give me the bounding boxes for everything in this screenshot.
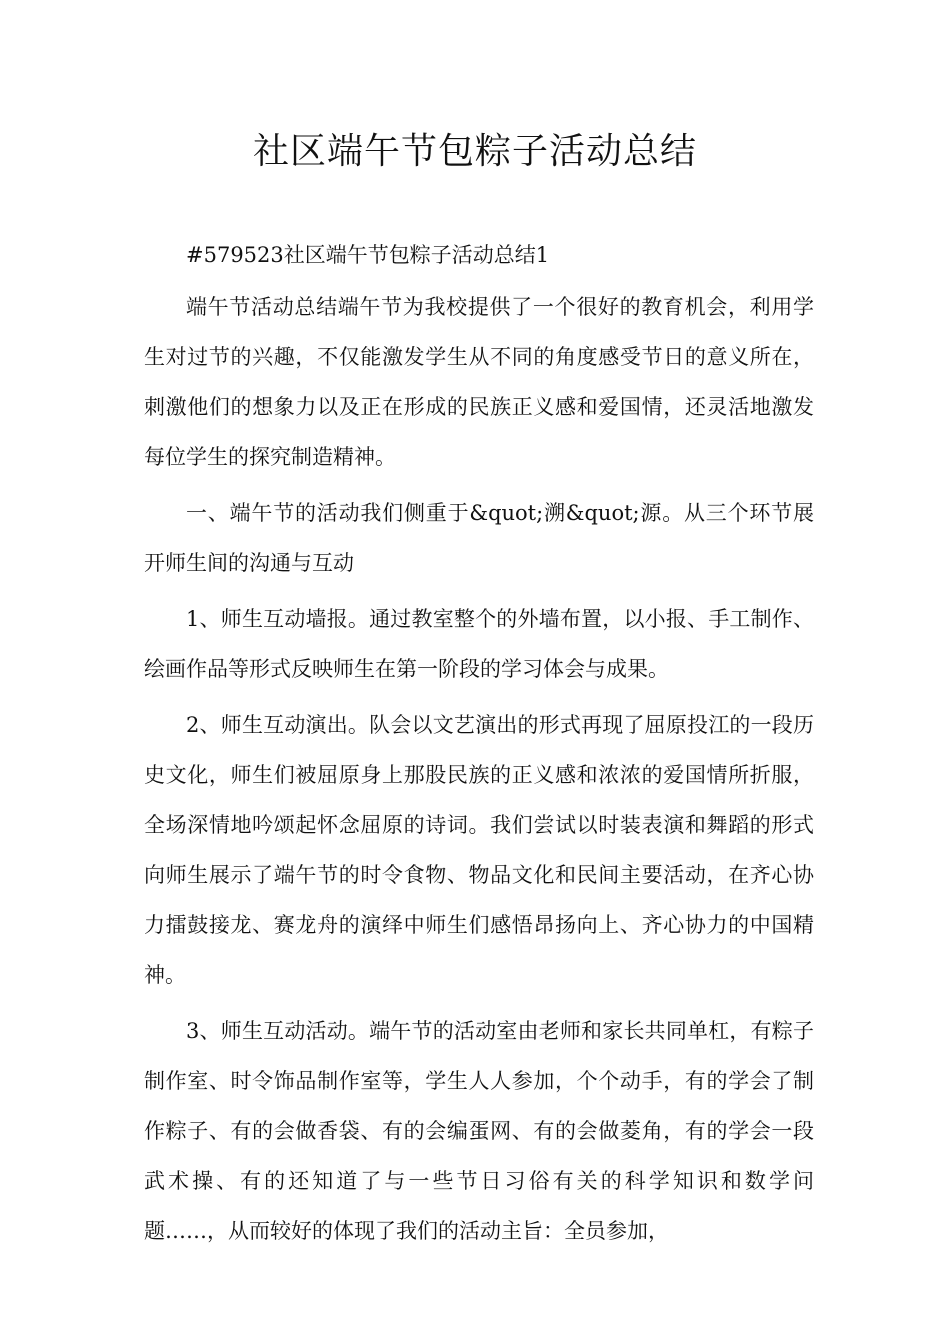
paragraph-item-1: 1、师生互动墙报。通过教室整个的外墙布置，以小报、手工制作、绘画作品等形式反映师生在第一阶段的学习体会与成果。	[144, 607, 814, 681]
paragraph-item-2: 2、师生互动演出。队会以文艺演出的形式再现了屈原投江的一段历史文化，师生们被屈原身上那股民族的正义感和浓浓的爱国情所折服，全场深情地吟颂起怀念屈原的诗词。我们尝试以时装表演和舞蹈的形式向师生展示了端午节的时令食物、物品文化和民间主要活动，在齐心协力擂鼓接龙、赛龙舟的演绎中师生们感悟昂扬向上、齐心协力的中国精神。	[144, 713, 814, 987]
paragraph-intro: 端午节活动总结端午节为我校提供了一个很好的教育机会，利用学生对过节的兴趣，不仅能激发学生从不同的角度感受节日的意义所在，刺激他们的想象力以及正在形成的民族正义感和爱国情，还灵活地激发每位学生的探究制造精神。	[144, 295, 814, 469]
document-body	[144, 230, 814, 1262]
section-heading: #579523社区端午节包粽子活动总结1	[186, 243, 550, 267]
paragraph-item-3: 3、师生互动活动。端午节的活动室由老师和家长共同单杠，有粽子制作室、时令饰品制作室等，学生人人参加，个个动手，有的学会了制作粽子、有的会做香袋、有的会编蛋网、有的会做菱角，有的学会一段武术操、有的还知道了与一些节日习俗有关的科学知识和数学问题……，从而较好的体现了我们的活动主旨：全员参加，	[144, 1019, 814, 1243]
document-title: 社区端午节包粽子活动总结	[252, 131, 697, 172]
paragraph-section-one: 一、端午节的活动我们侧重于&quot;溯&quot;源。从三个环节展开师生间的沟通与互动	[144, 501, 814, 575]
